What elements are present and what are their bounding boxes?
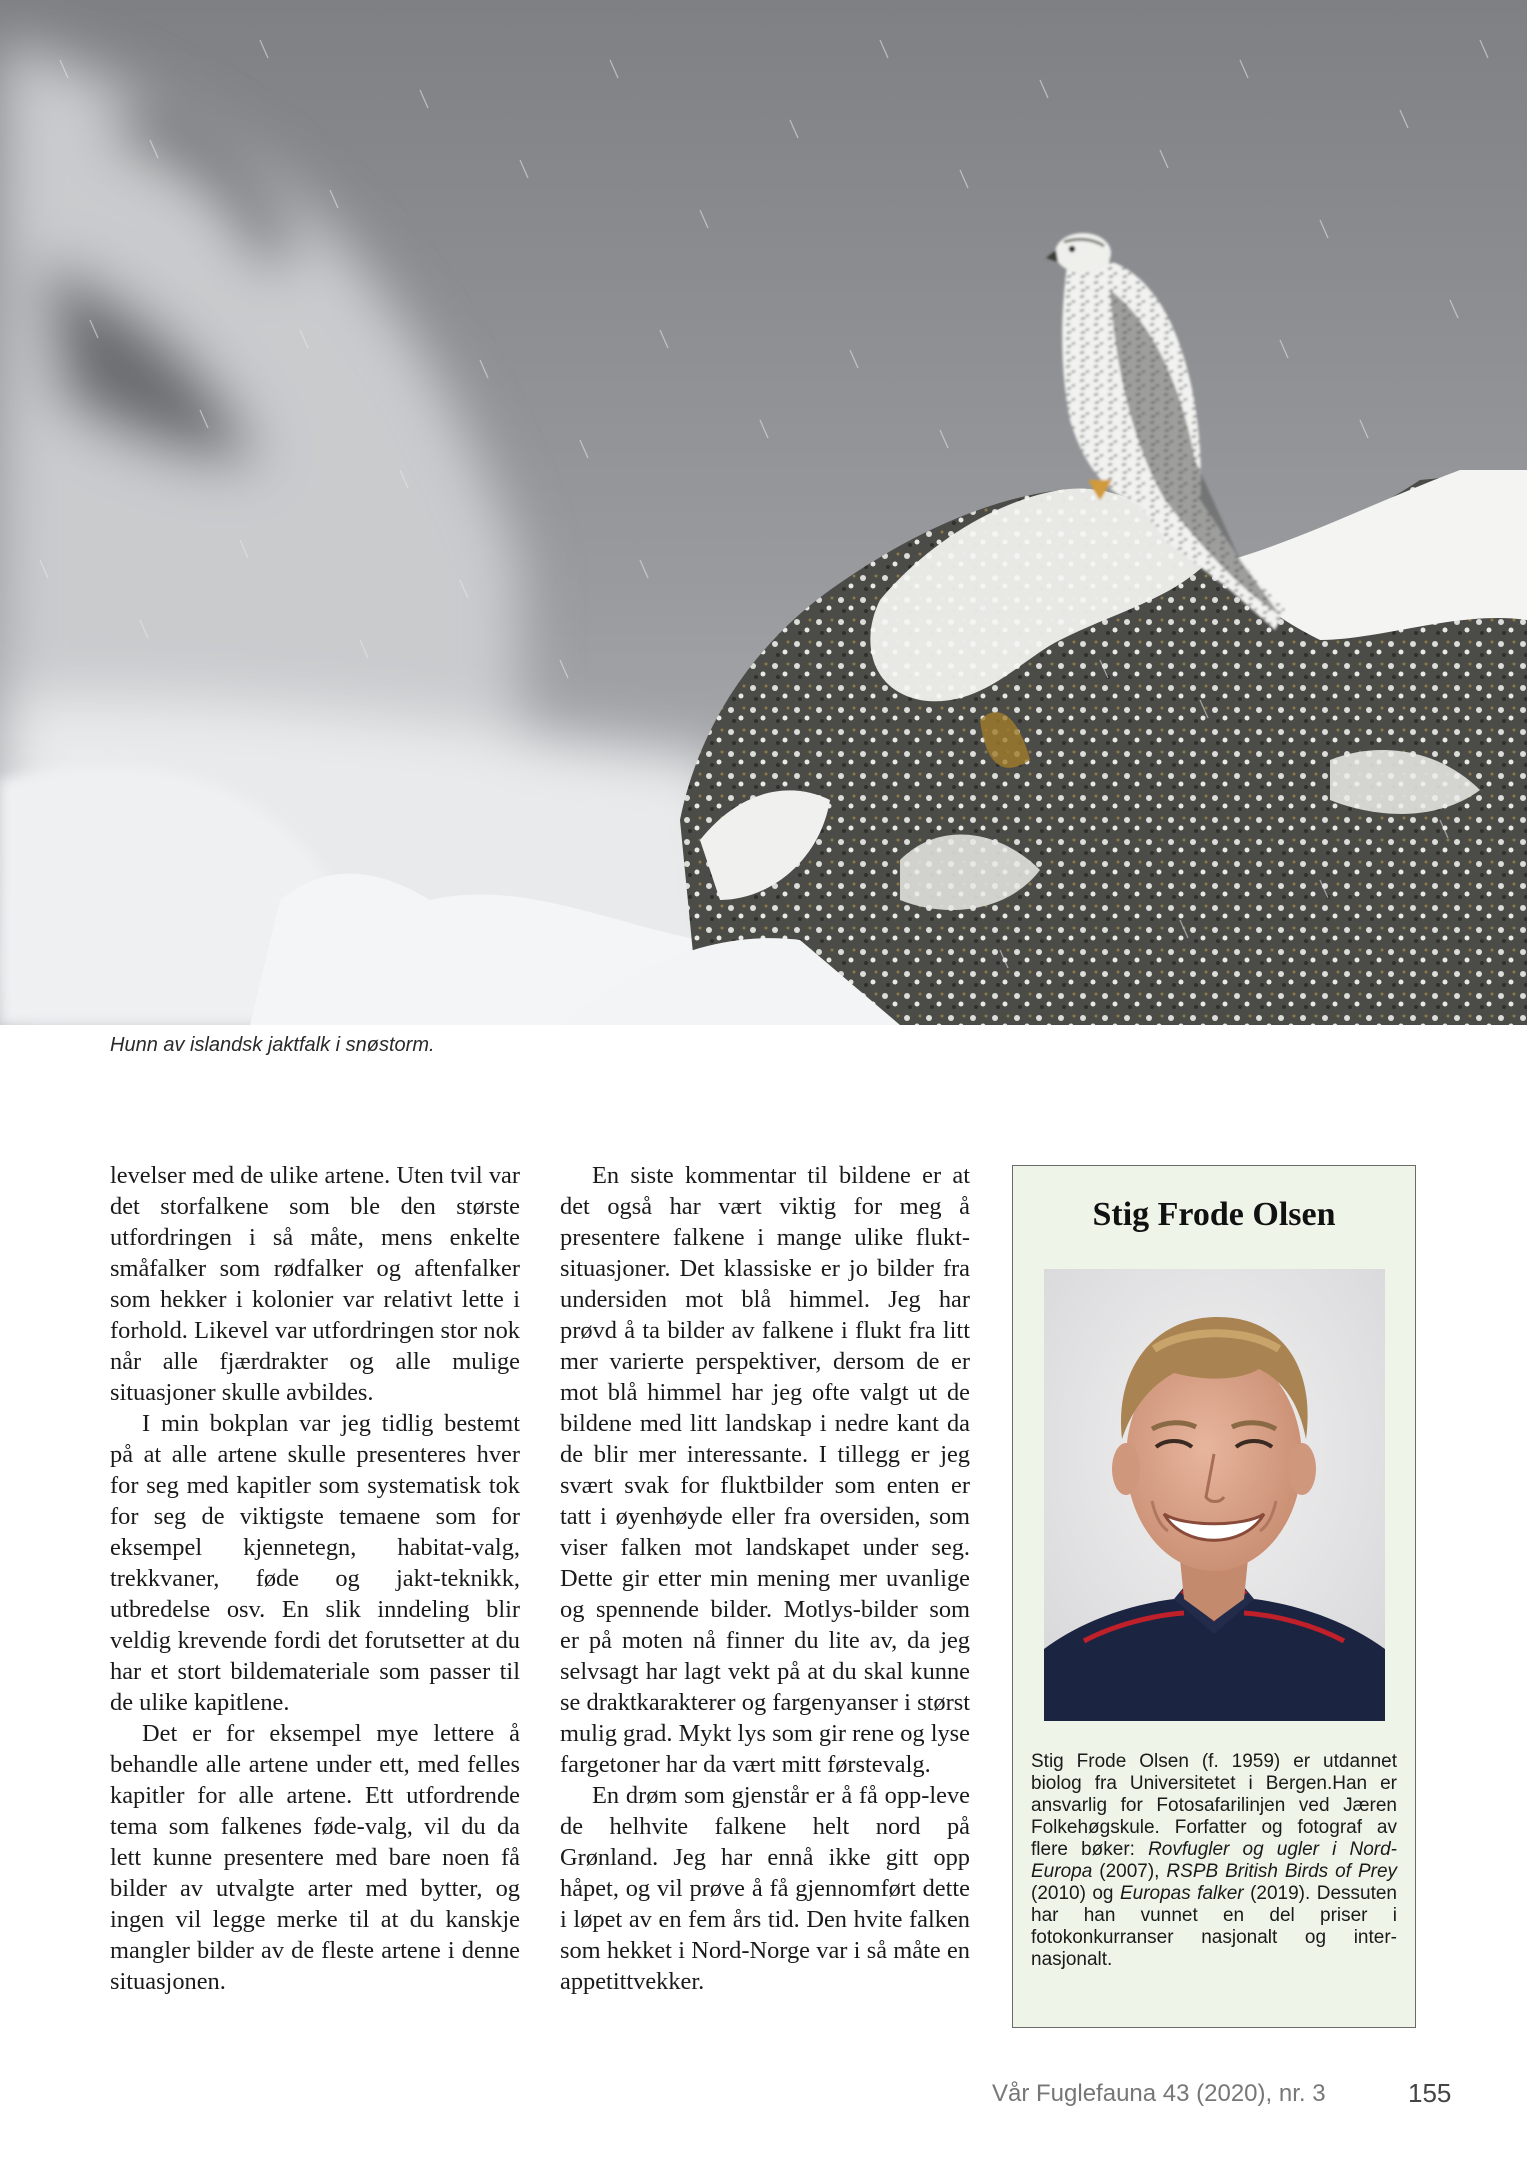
- paragraph: Det er for eksempel mye lettere å behandle alle artene under ett, med felles kapitler for alle artene. Ett utfordrende tema som falkenes føde-valg, vil du da lett kunne presentere med bare noen få bilder av utvalgte arter med bytter, og ingen vil legge merke til at du kanskje mangler bilder av de fleste artene i denne situasjonen.: [110, 1720, 520, 1995]
- book-title: RSPB British Birds of Prey: [1166, 1861, 1398, 1882]
- page-number: 155: [1408, 2078, 1452, 2108]
- bio-text-part: (2010) og: [1031, 1883, 1120, 1904]
- paragraph: En siste kommentar til bildene er at det også har vært viktig for meg å presentere falkene i mange ulike flukt-situasjoner. Det klassiske er jo bilder fra undersiden mot blå himmel. Jeg har prøvd å ta bilder av falkene i flukt fra litt mer varierte perspektiver, dersom de er mot blå himmel har jeg ofte valgt ut de bildene med litt landskap i nedre kant da de blir mer interessante. I tillegg er jeg svært svak for fluktbilder som enten er tatt i øyenhøyde eller fra oversiden, som viser falken mot landskapet under seg. Dette gir etter min mening mer uvanlige og spennende bilder. Motlys-bilder som er på moten nå finner du lite av, da jeg selvsagt har lagt vekt på at du skal kunne se draktkarakterer og fargenyanser i størst mulig grad. Mykt lys som gir rene og lyse fargetoner har da vært mitt førstevalg.: [560, 1162, 970, 1778]
- book-title: Europas falker: [1119, 1883, 1244, 1904]
- text-column-2: [560, 1160, 970, 1997]
- paragraph: I min bokplan var jeg tidlig bestemt på at alle artene skulle presenteres hver for seg med kapitler som systematisk tok for seg de viktigste temaene som for eksempel kjennetegn, habitat-valg, trekkvaner, føde og jakt-teknikk, utbredelse osv. En slik inndeling blir veldig krevende fordi det forutsetter at du har et stort bildemateriale som passer til de ulike kapitlene.: [110, 1410, 520, 1716]
- journal-citation: Vår Fuglefauna 43 (2020), nr. 3: [992, 2080, 1326, 2107]
- paragraph: En drøm som gjenstår er å få opp-leve de helhvite falkene helt nord på Grønland. Jeg har ennå ikke gitt opp håpet, og vil prøve å få gjennomført dette i løpet av en fem års tid. Den hvite falken som hekket i Nord-Norge var i så måte en appetittvekker.: [560, 1782, 970, 1995]
- bio-text-part: (2019). Dessuten har han vunnet en del priser i fotokonkurranser nasjonalt og inter-nasjonalt.: [1031, 1883, 1397, 1970]
- author-portrait: [1044, 1269, 1385, 1721]
- portrait-image: [1044, 1269, 1385, 1721]
- bio-text-part: Stig Frode Olsen (f. 1959) er utdannet biolog fra Universitetet i Bergen.Han er ansvarlig for Fotosafarilinjen ved Jæren Folkehøgskule. Forfatter og fotograf av flere bøker:: [1031, 1751, 1397, 1860]
- gyrfalcon-in-snowstorm-image: [0, 0, 1527, 1025]
- author-bio-box: [1012, 1165, 1416, 2028]
- paragraph: levelser med de ulike artene. Uten tvil var det storfalkene som ble den største utfordringen i så måte, mens enkelte småfalker som rødfalker og aftenfalker som hekker i kolonier var relativt lette i forhold. Likevel var utfordringen stor nok når alle fjærdrakter og alle mulige situasjoner skulle avbildes.: [110, 1162, 520, 1406]
- author-bio-text: [1031, 1751, 1397, 1971]
- photo-caption: Hunn av islandsk jaktfalk i snøstorm.: [110, 1034, 435, 1056]
- bio-text-part: (2007),: [1092, 1861, 1167, 1882]
- author-name: Stig Frode Olsen: [1092, 1196, 1336, 1233]
- hero-photo: [0, 0, 1527, 1025]
- book-title: Rovfugler og ugler i Nord-Europa: [1031, 1839, 1397, 1882]
- text-column-1: [110, 1160, 520, 1997]
